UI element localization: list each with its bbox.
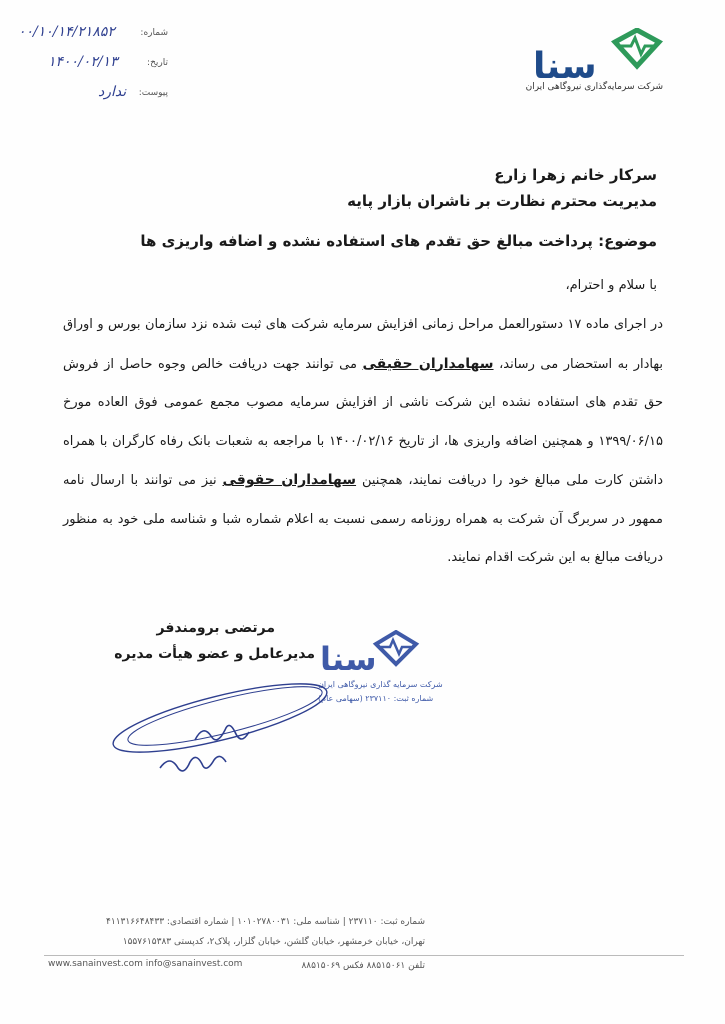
- footer-divider: [44, 955, 684, 956]
- signer-name: مرتضی برومندفر: [156, 620, 275, 636]
- body-bold-natural-shareholders: سهامداران حقیقی: [362, 355, 494, 372]
- logo-wordmark: سنا: [533, 46, 597, 87]
- stamp-company-name: شرکت سرمایه گذاری نیروگاهی ایران: [318, 680, 443, 689]
- ref-number-label: شماره:: [140, 28, 168, 38]
- footer-ids: شماره ثبت: ۲۳۷۱۱۰ | شناسه ملی: ۱۰۱۰۲۷۸۰۰۳۱ | شماره اقتصادی: ۴۱۱۳۱۶۶۴۸۴۳۳: [106, 917, 425, 927]
- ref-attachment-row: [18, 84, 168, 106]
- ref-date-value: ۱۴۰۰/۰۲/۱۳: [48, 54, 118, 70]
- company-name: شرکت سرمایه‌گذاری نیروگاهی ایران: [525, 82, 663, 92]
- stamp-reg-number: شماره ثبت: ۲۳۷۱۱۰: [365, 694, 434, 703]
- reference-block: [18, 24, 168, 114]
- ref-number-value: ۰۰/۱۰/۱۴/۲۱۸۵۲: [18, 24, 115, 40]
- recipient-name: سرکار خانم زهرا زارع: [494, 166, 657, 184]
- ref-attachment-label: پیوست:: [138, 88, 168, 98]
- body-part-1: در اجرای ماده ۱۷ دستورالعمل مراحل زمانی افزایش سرمایه شرکت های ثبت شده نزد سازمان بورس و اوراق بهادار به استحضار می رساند،: [63, 317, 664, 372]
- company-logo: [533, 28, 663, 108]
- body-part-2: می توانند جهت دریافت خالص وجوه حاصل از فروش حق تقدم های استفاده نشده این شرکت ناشی از افزایش سرمایه مصوب مجمع عمومی فوق العاده مورخ ۱۳۹۹/۰۶/۱۵ و همچنین اضافه واریزی ها، از تاریخ ۱۴۰۰/۰۲/۱۶ با مراجعه به شعبات بانک رفاه کارگران با همراه داشتن کارت ملی مبالغ خود را دریافت نمایند، همچنین: [63, 356, 663, 488]
- ref-date-row: [18, 54, 168, 76]
- ref-date-label: تاریخ:: [147, 58, 168, 68]
- signer-title: مدیرعامل و عضو هیأت مدیره: [114, 646, 315, 662]
- handwritten-signature-icon: [100, 680, 360, 780]
- letter-body: [63, 306, 663, 578]
- ref-attachment-value: ندارد: [98, 84, 127, 100]
- stamp-wordmark: سنا: [320, 640, 377, 678]
- footer-phone: تلفن ۸۸۵۱۵۰۶۱ فکس ۸۸۵۱۵۰۶۹: [301, 961, 425, 971]
- letter-subject: موضوع: پرداخت مبالغ حق تقدم های استفاده نشده و اضافه واریزی ها: [140, 232, 657, 250]
- body-bold-legal-shareholders: سهامداران حقوقی: [222, 472, 357, 488]
- body-part-3: نیز می توانند با ارسال نامه ممهور در سربرگ آن شرکت به همراه روزنامه رسمی نسبت به اعلام شماره شبا و شناسه ملی خود به منظور دریافت مبالغ به این شرکت اقدام نمایند.: [63, 473, 663, 565]
- recipient-title: مدیریت محترم نظارت بر ناشران بازار پایه: [347, 192, 657, 210]
- footer-website-email: www.sanainvest.com info@sanainvest.com: [48, 959, 243, 969]
- ref-number-row: [18, 24, 168, 46]
- stamp-company-type: (سهامی عام): [318, 694, 363, 703]
- footer-address: تهران، خیابان خرمشهر، خیابان گلشن، خیابان گلزار، پلاک۲، کدپستی ۱۵۵۷۶۱۵۳۸۳: [122, 937, 425, 947]
- letter-greeting: با سلام و احترام،: [565, 278, 657, 293]
